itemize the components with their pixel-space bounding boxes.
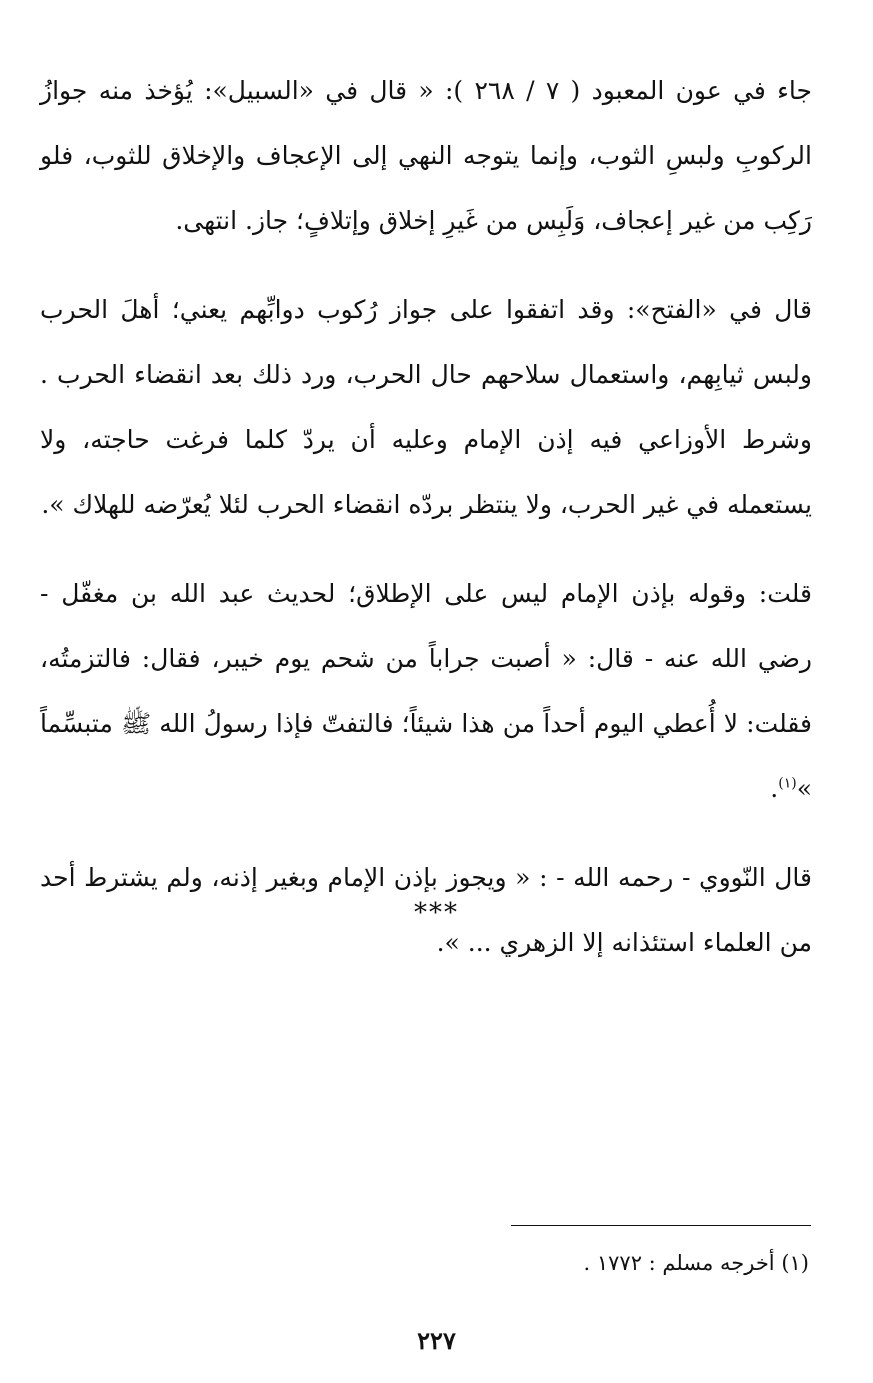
paragraph-1: جاء في عون المعبود ( ٧ / ٢٦٨ ): « قال في «السبيل»: يُؤخذ منه جوازُ الركوبِ ولبسِ الثوب، وإنما يتوجه النهي إلى الإعجاف والإخلاق للثوب، فلو رَكِب من غير إعجاف، وَلَبِس من غَيرِ إخلاق وإتلافٍ؛ جاز. انتهى. [40,76,812,235]
footnote: (١) أخرجه مسلم : ١٧٧٢ . [583,1251,809,1275]
footnote-divider [511,1225,811,1226]
footnote-reference[interactable]: (١) [778,775,797,792]
paragraph-3-period: . [770,774,779,803]
paragraph-3-text: قلت: وقوله بإذن الإمام ليس على الإطلاق؛ لحديث عبد الله بن مغفّل - رضي الله عنه - قال: « أصبت جراباً من شحم يوم خيبر، فقال: فالتزمتُه، فقلت: لا أُعطي اليوم أحداً من هذا شيئاً؛ فالتفتّ فإذا رسولُ الله ﷺ متبسِّماً » [40,579,812,803]
paragraph-4: قال النّووي - رحمه الله - : « ويجوز بإذن الإمام وبغير إذنه، ولم يشترط أحد من العلماء استئذانه إلا الزهري ... ». [40,863,812,957]
section-separator: *** [414,898,459,928]
main-text [40,58,812,999]
paragraph-2: قال في «الفتح»: وقد اتفقوا على جواز رُكوب دوابِّهم يعني؛ أهلَ الحرب ولبس ثيابِهم، واستعمال سلاحهم حال الحرب، ورد ذلك بعد انقضاء الحرب . وشرط الأوزاعي فيه إذن الإمام وعليه أن يردّ كلما فرغت حاجته، ولا يستعمله في غير الحرب، ولا ينتظر بردّه انقضاء الحرب لئلا يُعرّضه للهلاك ». [40,295,812,519]
paragraph-3 [40,561,812,821]
page-number: ٢٢٧ [417,1326,456,1355]
